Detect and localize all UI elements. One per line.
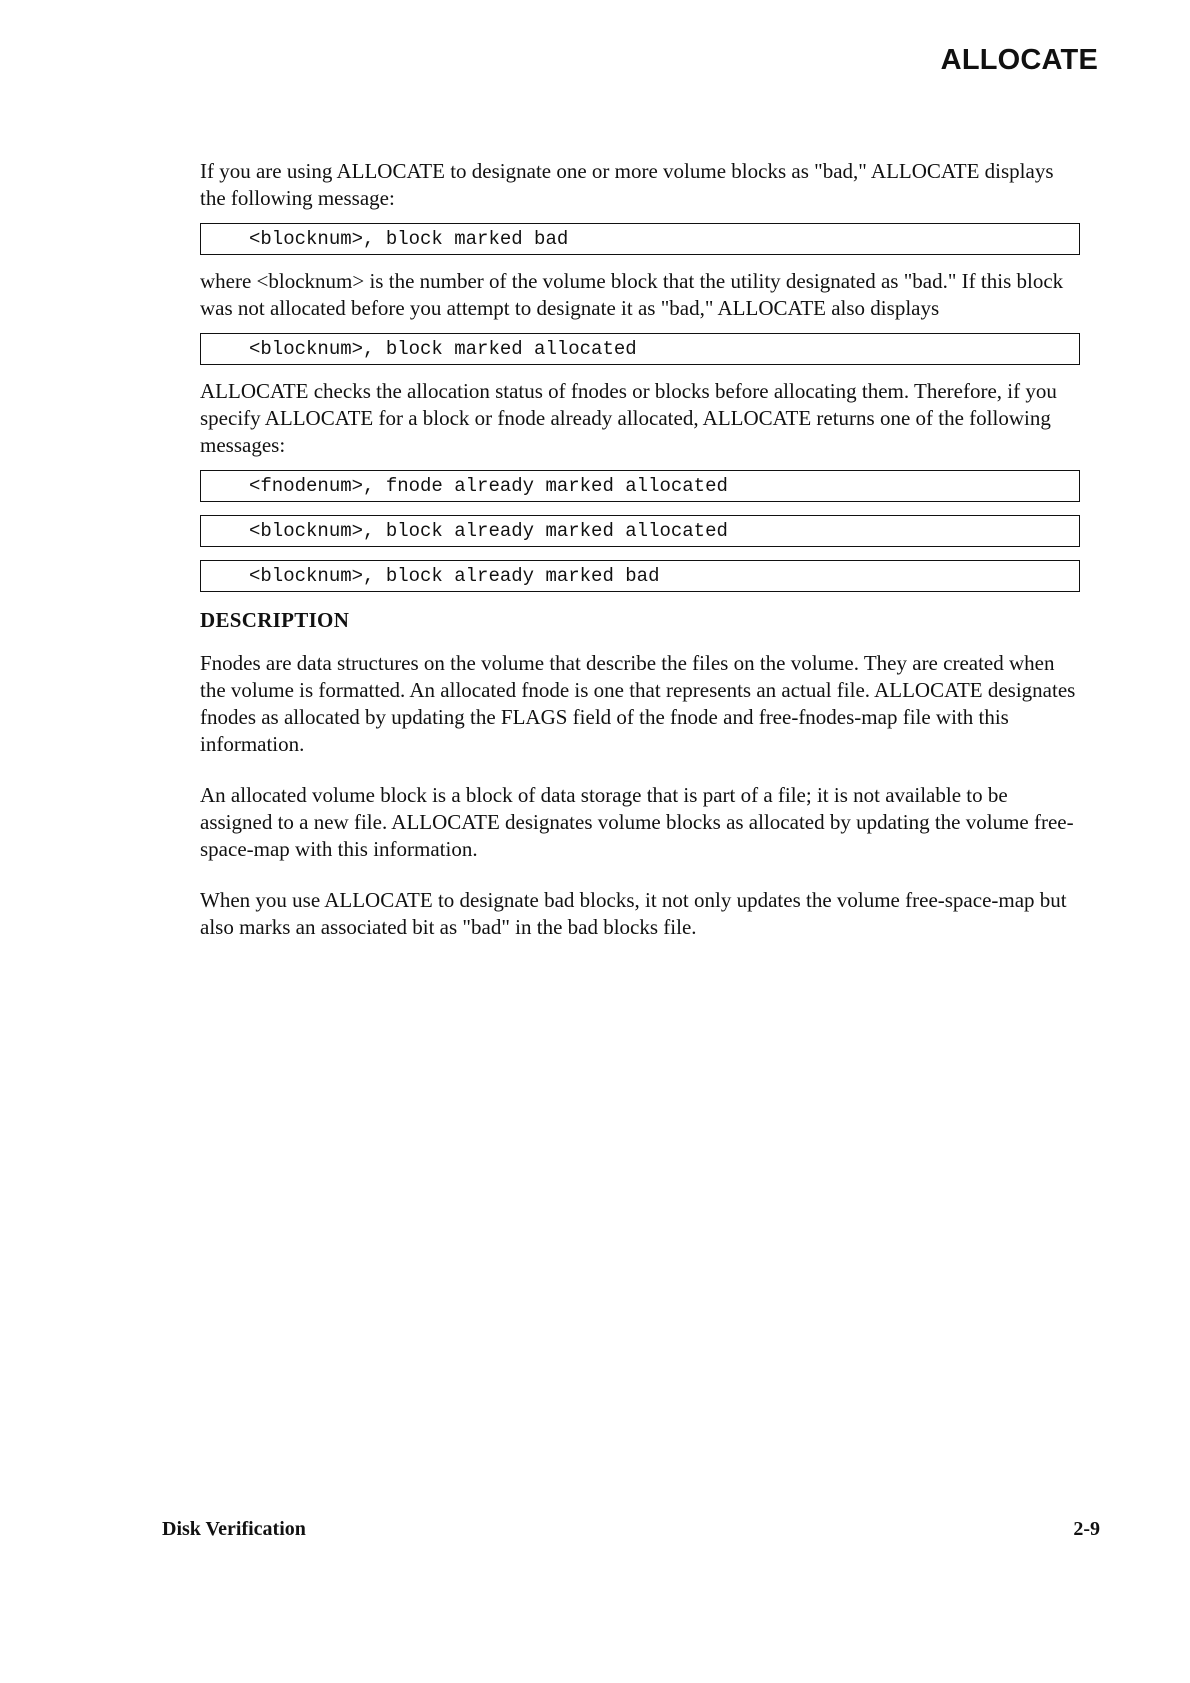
footer-section-title: Disk Verification	[162, 1518, 306, 1540]
message-box-block-marked-allocated: <blocknum>, block marked allocated	[200, 333, 1080, 365]
footer-page-number: 2-9	[1073, 1518, 1100, 1540]
description-paragraph-bad-blocks: When you use ALLOCATE to designate bad blocks, it not only updates the volume free-space-map but also marks an associated bit as "bad" in the bad blocks file.	[200, 888, 1067, 939]
where-paragraph: where <blocknum> is the number of the volume block that the utility designated as "bad." If this block was not allocated before you attempt to designate it as "bad," ALLOCATE also displays	[200, 269, 1064, 320]
message-box-fnode-already-allocated: <fnodenum>, fnode already marked allocated	[200, 470, 1080, 502]
intro-paragraph: If you are using ALLOCATE to designate one or more volume blocks as "bad," ALLOCATE displays the following message:	[200, 159, 1054, 210]
description-heading: DESCRIPTION	[200, 608, 350, 632]
checks-paragraph: ALLOCATE checks the allocation status of fnodes or blocks before allocating them. Therefore, if you specify ALLOCATE for a block or fnode already allocated, ALLOCATE returns one of the following messages:	[200, 379, 1057, 457]
description-paragraph-volume-block: An allocated volume block is a block of data storage that is part of a file; it is not available to be assigned to a new file. ALLOCATE designates volume blocks as allocated by updating the volume free-space-map with this information.	[200, 783, 1074, 861]
page-title: ALLOCATE	[940, 44, 1098, 76]
page-content	[200, 158, 1080, 965]
message-box-block-marked-bad: <blocknum>, block marked bad	[200, 223, 1080, 255]
message-box-block-already-allocated: <blocknum>, block already marked allocated	[200, 515, 1080, 547]
message-box-block-already-bad: <blocknum>, block already marked bad	[200, 560, 1080, 592]
description-paragraph-fnodes: Fnodes are data structures on the volume that describe the files on the volume. They are created when the volume is formatted. An allocated fnode is one that represents an actual file. ALLOCATE designates fnodes as allocated by updating the FLAGS field of the fnode and free-fnodes-map file with this information.	[200, 651, 1076, 756]
